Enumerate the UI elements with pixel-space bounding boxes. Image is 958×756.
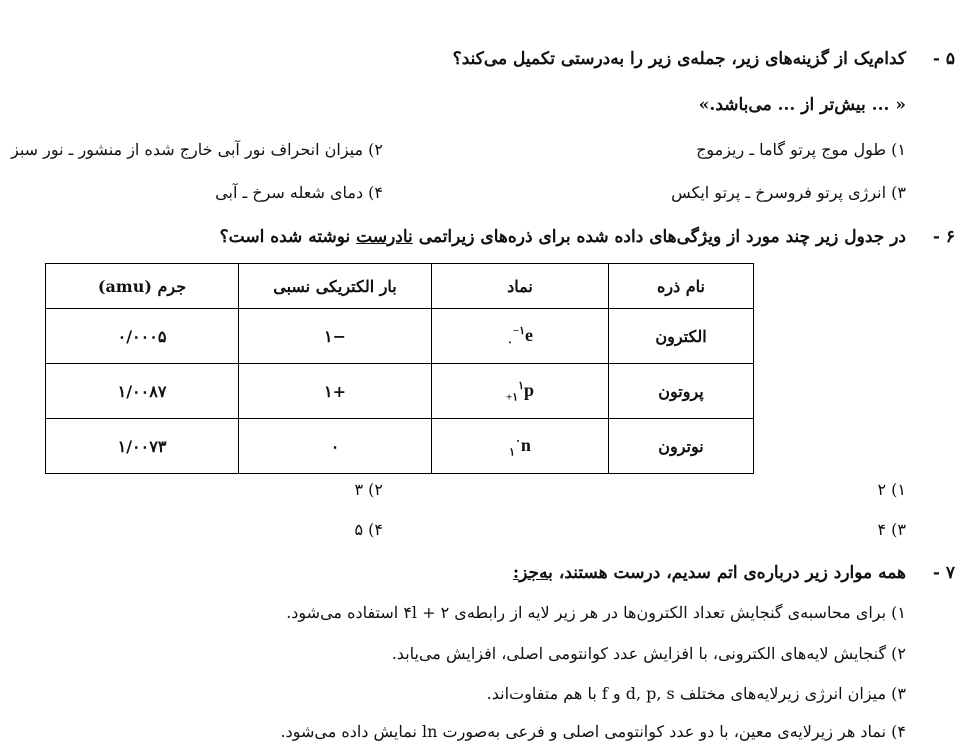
question-5-option-1: ۱) طول موج پرتو گاما ـ ریزموج (696, 140, 906, 159)
table-row (46, 309, 754, 364)
particle-symbol: $_۱^۰$n (432, 419, 609, 474)
particle-charge: −۱ (239, 309, 432, 364)
header-name: نام ذره (609, 264, 754, 309)
question-5-number: ۵ - (932, 49, 955, 69)
table-row (46, 364, 754, 419)
question-6-option-4: ۴) ۵ (354, 520, 383, 539)
underlined-word: نادرست (356, 227, 413, 247)
question-7-number: ۷ - (932, 563, 955, 583)
question-5-option-4: ۴) دمای شعله سرخ ـ آبی (215, 183, 383, 202)
particle-mass: ۱/۰۰۸۷ (46, 364, 239, 419)
header-mass: جرم (amu) (46, 264, 239, 309)
question-5-statement: « ... بیش‌تر از ... می‌باشد.» (698, 95, 906, 115)
table-row (46, 419, 754, 474)
question-5-option-3: ۳) انرژی پرتو فروسرخ ـ پرتو ایکس (671, 183, 906, 202)
particle-symbol: $_۰^{-۱}$e (432, 309, 609, 364)
particle-symbol: $_{+۱}^۱$p (432, 364, 609, 419)
table-header-row (46, 264, 754, 309)
particle-charge: +۱ (239, 364, 432, 419)
question-6-option-2: ۲) ۳ (354, 480, 383, 499)
question-5-text: کدام‌یک از گزینه‌های زیر، جمله‌ی زیر را به‌درستی تکمیل می‌کند؟ (452, 49, 906, 69)
particle-name: پروتون (609, 364, 754, 419)
except-word: به‌جز: (512, 563, 553, 583)
question-7-option-3: ۳) میزان انرژی زیرلایه‌های مختلف d, p, s و f با هم متفاوت‌اند. (486, 684, 906, 703)
question-6-option-1: ۱) ۲ (877, 480, 906, 499)
header-symbol: نماد (432, 264, 609, 309)
question-5-option-2: ۲) میزان انحراف نور آبی خارج شده از منشور ـ نور سبز (10, 140, 383, 159)
particles-table (45, 263, 754, 474)
particle-name: الکترون (609, 309, 754, 364)
particle-mass: ۰/۰۰۰۵ (46, 309, 239, 364)
question-6-option-3: ۳) ۴ (877, 520, 906, 539)
header-charge: بار الکتریکی نسبی (239, 264, 432, 309)
question-7-option-4: ۴) نماد هر زیرلایه‌ی معین، با دو عدد کوانتومی اصلی و فرعی به‌صورت ln نمایش داده می‌شود. (280, 722, 906, 741)
question-6-text: در جدول زیر چند مورد از ویژگی‌های داده شده برای ذره‌های زیراتمی نادرست نوشته شده است؟ (219, 227, 906, 247)
question-7-option-1: ۱) برای محاسبه‌ی گنجایش تعداد الکترون‌ها در هر زیر لایه از رابطه‌ی ۲ + ۴l استفاده می‌شود. (286, 603, 906, 622)
question-7-option-2: ۲) گنجایش لایه‌های الکترونی، با افزایش عدد کوانتومی اصلی، افزایش می‌یابد. (391, 644, 906, 663)
question-7-text: همه موارد زیر درباره‌ی اتم سدیم، درست هستند، به‌جز: (512, 563, 906, 583)
particle-charge: ۰ (239, 419, 432, 474)
particle-mass: ۱/۰۰۷۳ (46, 419, 239, 474)
question-6-number: ۶ - (932, 227, 955, 247)
particle-name: نوترون (609, 419, 754, 474)
